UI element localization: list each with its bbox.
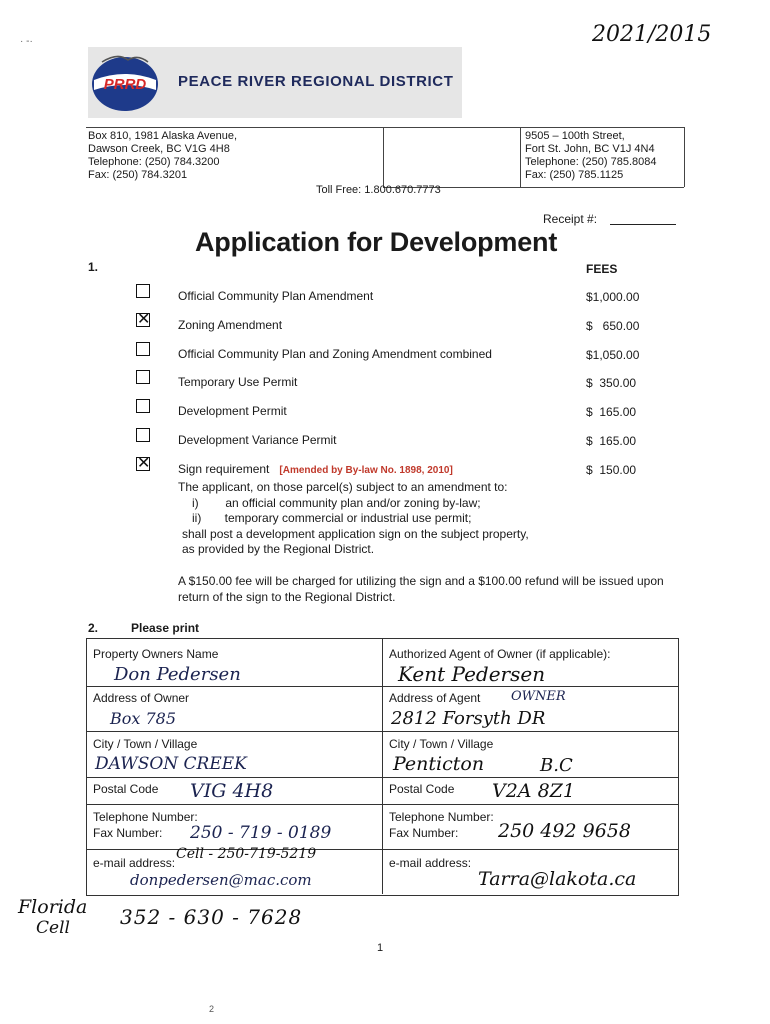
footer-mark: 2 xyxy=(209,1004,215,1014)
item-fee: $ 350.00 xyxy=(586,376,637,390)
item-fee: $1,050.00 xyxy=(586,348,640,362)
page-title: Application for Development xyxy=(195,227,558,257)
item-fee: $ 165.00 xyxy=(586,405,637,419)
agent-fax-field[interactable]: 250 492 9658 xyxy=(498,820,631,842)
org-name: PEACE RIVER REGIONAL DISTRICT xyxy=(178,73,454,90)
owner-address-field[interactable]: Box 785 xyxy=(110,709,177,728)
check-mark-icon: ✕ xyxy=(137,311,151,328)
owner-city-field[interactable]: DAWSON CREEK xyxy=(95,754,247,774)
table-row-line xyxy=(86,686,678,687)
owner-postal-label: Postal Code xyxy=(93,782,159,796)
sign-requirement-label: Sign requirement xyxy=(178,462,270,476)
owner-name-label: Property Owners Name xyxy=(93,647,219,661)
prrd-logo xyxy=(88,50,162,114)
owner-cell-field[interactable]: Cell - 250-719-5219 xyxy=(176,846,317,862)
checkbox-zoning-amendment[interactable] xyxy=(136,313,150,327)
agent-postal-label: Postal Code xyxy=(389,782,455,796)
address-dawson-creek: Box 810, 1981 Alaska Avenue, Dawson Creek, BC V1G 4H8 Telephone: (250) 784.3200 Fax: (250) 784.3201 xyxy=(88,130,238,181)
sign-fee-note: A $150.00 fee will be charged for utilizing the sign and a $100.00 refund will be issued upon return of the sign to the Regional District. xyxy=(178,574,664,604)
owner-email-label: e-mail address: xyxy=(93,856,176,870)
item-label: Official Community Plan and Zoning Amendment combined xyxy=(178,347,492,361)
agent-name-label: Authorized Agent of Owner (if applicable): xyxy=(389,647,611,661)
logo-text: PRRD xyxy=(103,76,147,93)
check-mark-icon: ✕ xyxy=(137,455,151,472)
divider xyxy=(684,127,685,187)
receipt-label: Receipt #: xyxy=(543,212,598,226)
table-row-line xyxy=(86,731,678,732)
owner-name-field[interactable]: Don Pedersen xyxy=(114,664,241,685)
divider xyxy=(520,127,521,187)
checkbox-development-permit[interactable] xyxy=(136,399,150,413)
handwritten-file-number: 2021/2015 xyxy=(592,22,712,47)
checkbox-temporary-use-permit[interactable] xyxy=(136,370,150,384)
page-number: 1 xyxy=(377,942,384,954)
sign-description: The applicant, on those parcel(s) subject to an amendment to: i) an official community plan and/or zoning by-law; ii) temporary commercial or industrial use permit; shall post a development application sign on the subject property, as provided by the Regional District. xyxy=(178,480,529,556)
table-divider xyxy=(382,638,383,894)
address-fort-st-john: 9505 – 100th Street, Fort St. John, BC V1J 4N4 Telephone: (250) 785.8084 Fax: (250) 785.1125 xyxy=(525,130,657,181)
agent-postal-field[interactable]: V2A 8Z1 xyxy=(492,780,575,802)
handwritten-florida: Florida xyxy=(18,896,88,918)
section-2-title: Please print xyxy=(131,621,200,635)
owner-phone-label: Telephone Number: xyxy=(93,810,198,824)
agent-email-label: e-mail address: xyxy=(389,856,472,870)
item-label: Development Permit xyxy=(178,404,287,418)
table-row-line xyxy=(86,777,678,778)
item-label: Zoning Amendment xyxy=(178,318,283,332)
owner-address-label: Address of Owner xyxy=(93,691,190,705)
item-fee: $ 165.00 xyxy=(586,434,637,448)
table-row-line xyxy=(86,804,678,805)
agent-name-field[interactable]: Kent Pedersen xyxy=(398,662,546,686)
section-2-number: 2. xyxy=(88,621,99,635)
owner-email-field[interactable]: donpedersen@mac.com xyxy=(130,871,312,889)
amendment-note: [Amended by By-law No. 1898, 2010] xyxy=(279,465,453,476)
item-label-sign xyxy=(178,462,453,476)
item-fee: $ 650.00 xyxy=(586,319,640,333)
owner-city-label: City / Town / Village xyxy=(93,737,198,751)
checkbox-sign-requirement[interactable] xyxy=(136,457,150,471)
item-fee: $1,000.00 xyxy=(586,290,640,304)
agent-fax-label: Fax Number: xyxy=(389,826,459,840)
divider xyxy=(383,127,384,187)
checkbox-ocp-amendment[interactable] xyxy=(136,284,150,298)
handwritten-florida-phone: 352 - 630 - 7628 xyxy=(120,905,303,929)
checkbox-development-variance-permit[interactable] xyxy=(136,428,150,442)
item-fee: $ 150.00 xyxy=(586,463,637,477)
fees-header: FEES xyxy=(586,262,618,276)
agent-address-label: Address of Agent xyxy=(389,691,481,705)
handwritten-cell: Cell xyxy=(36,918,70,938)
agent-province-field[interactable]: B.C xyxy=(540,755,573,776)
item-label: Development Variance Permit xyxy=(178,433,337,447)
agent-address-correction: OWNER xyxy=(511,689,566,704)
owner-fax-field[interactable]: 250 - 719 - 0189 xyxy=(190,823,332,843)
agent-address-field[interactable]: 2812 Forsyth DR xyxy=(391,708,546,729)
toll-free-number: Toll Free: 1.800.670.7773 xyxy=(316,184,441,196)
receipt-field[interactable] xyxy=(610,224,676,225)
agent-phone-label: Telephone Number: xyxy=(389,810,494,824)
checkbox-ocp-zoning-combined[interactable] xyxy=(136,342,150,356)
owner-postal-field[interactable]: VIG 4H8 xyxy=(190,780,274,802)
item-label: Official Community Plan Amendment xyxy=(178,289,374,303)
agent-email-field[interactable]: Tarra@lakota.ca xyxy=(478,868,637,890)
scan-speck: · -· xyxy=(20,36,33,47)
agent-city-field[interactable]: Penticton xyxy=(393,753,485,775)
table-row-line xyxy=(86,849,678,850)
item-label: Temporary Use Permit xyxy=(178,375,298,389)
section-1-number: 1. xyxy=(88,260,99,274)
agent-city-label: City / Town / Village xyxy=(389,737,494,751)
owner-fax-label: Fax Number: xyxy=(93,826,163,840)
